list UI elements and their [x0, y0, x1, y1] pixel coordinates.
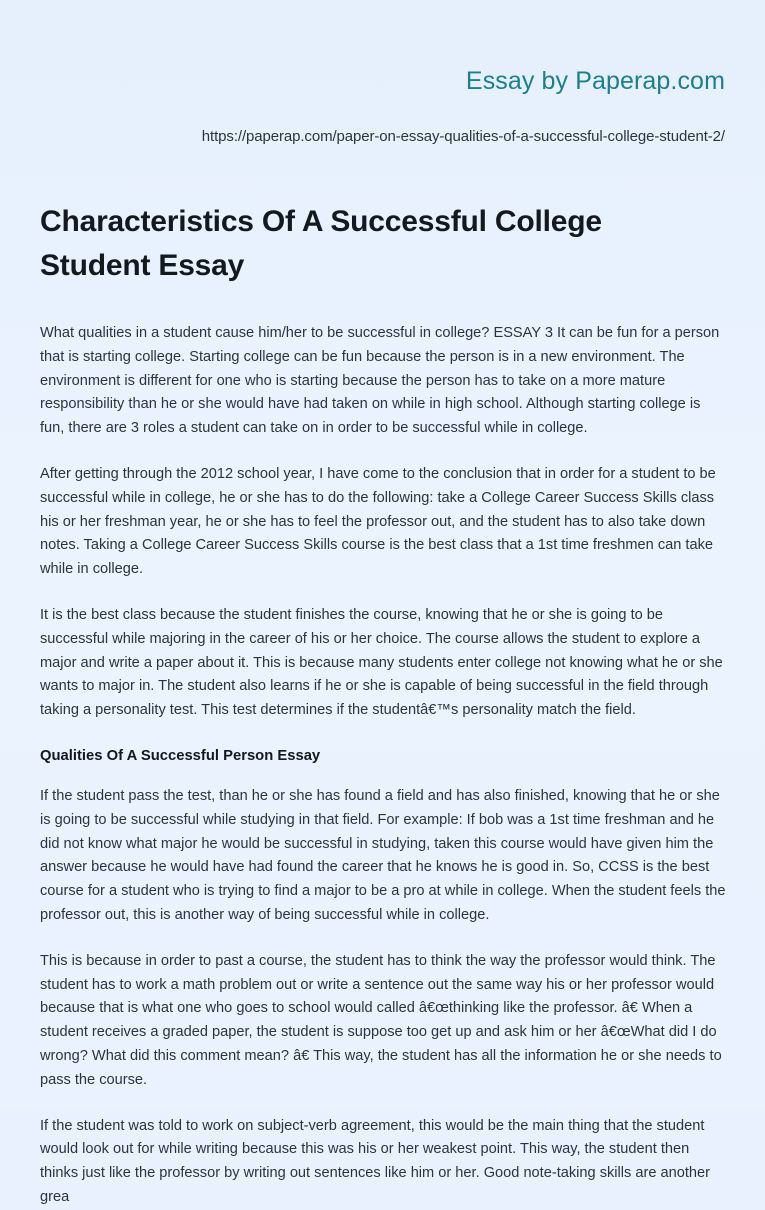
- brand-bar: [0, 64, 725, 104]
- article-body: [40, 322, 726, 1210]
- article-paragraph: It is the best class because the student finishes the course, knowing that he or she is going to be successful while majoring in the career of his or her choice. The course allows the student to explore a major and write a paper about it. This is because many students enter college not knowing what he or she wants to major in. The student also learns if he or she is capable of being successful in the field through taking a personality test. This test determines if the studentâ€™s personality match the field.: [40, 606, 723, 719]
- article-paragraph: This is because in order to past a course, the student has to think the way the professor would think. The student has to work a math problem out or write a sentence out the same way his or her professor would because that is what one who goes to school would called â€œthinking like the professor. â€ When a student receives a graded paper, the student is suppose too get up and ask him or her â€œWhat did I do wrong? What did this comment mean? â€ This way, the student has all the information he or she needs to pass the course.: [40, 952, 722, 1088]
- site-brand-title: Essay by Paperap.com: [465, 67, 725, 95]
- article-paragraph: What qualities in a student cause him/her to be successful in college? ESSAY 3 It can be fun for a person that is starting college. Starting college can be fun because the person is in a new environment. The environment is different for one who is starting because the person has to take on a more mature responsibility than he or she would have had taken on while in high school. Although starting college is fun, there are 3 roles a student can take on in order to be successful while in college.: [40, 325, 720, 437]
- source-url[interactable]: https://paperap.com/paper-on-essay-qualities-of-a-successful-college-student-2/: [201, 128, 725, 145]
- article-paragraph: After getting through the 2012 school year, I have come to the conclusion that in order for a student to be successful while in college, he or she has to do the following: take a College Career Success Skills class his or her freshman year, he or she has to feel the professor out, and the student has to also take down notes. Taking a College Career Success Skills course is the best class that a 1st time freshmen can take while in college.: [40, 465, 716, 578]
- source-url-bar: [0, 126, 725, 150]
- article-paragraph-truncated: If the student was told to work on subject-verb agreement, this would be the main thing that the student would look out for while writing because this was his or her weakest point. This way, the student then thinks just like the professor by writing out sentences like him or her. Good note-taking skills are another grea: [40, 1117, 711, 1205]
- article-paragraph: If the student pass the test, than he or she has found a field and has also finished, knowing that he or she is going to be successful while studying in that field. For example: If bob was a 1st time freshman and he did not know what major he would be successful in studying, taken this course would have given him the answer because he would have had found the career that he knows he is good in. So, CCSS is the best course for a student who is trying to find a major to be a pro at while in college. When the student feels the professor out, this is another way of being successful while in college.: [40, 787, 726, 923]
- section-subheading: Qualities Of A Successful Person Essay: [40, 747, 321, 764]
- article-container: [40, 200, 726, 1210]
- page-title: Characteristics Of A Successful College Student Essay: [40, 205, 602, 282]
